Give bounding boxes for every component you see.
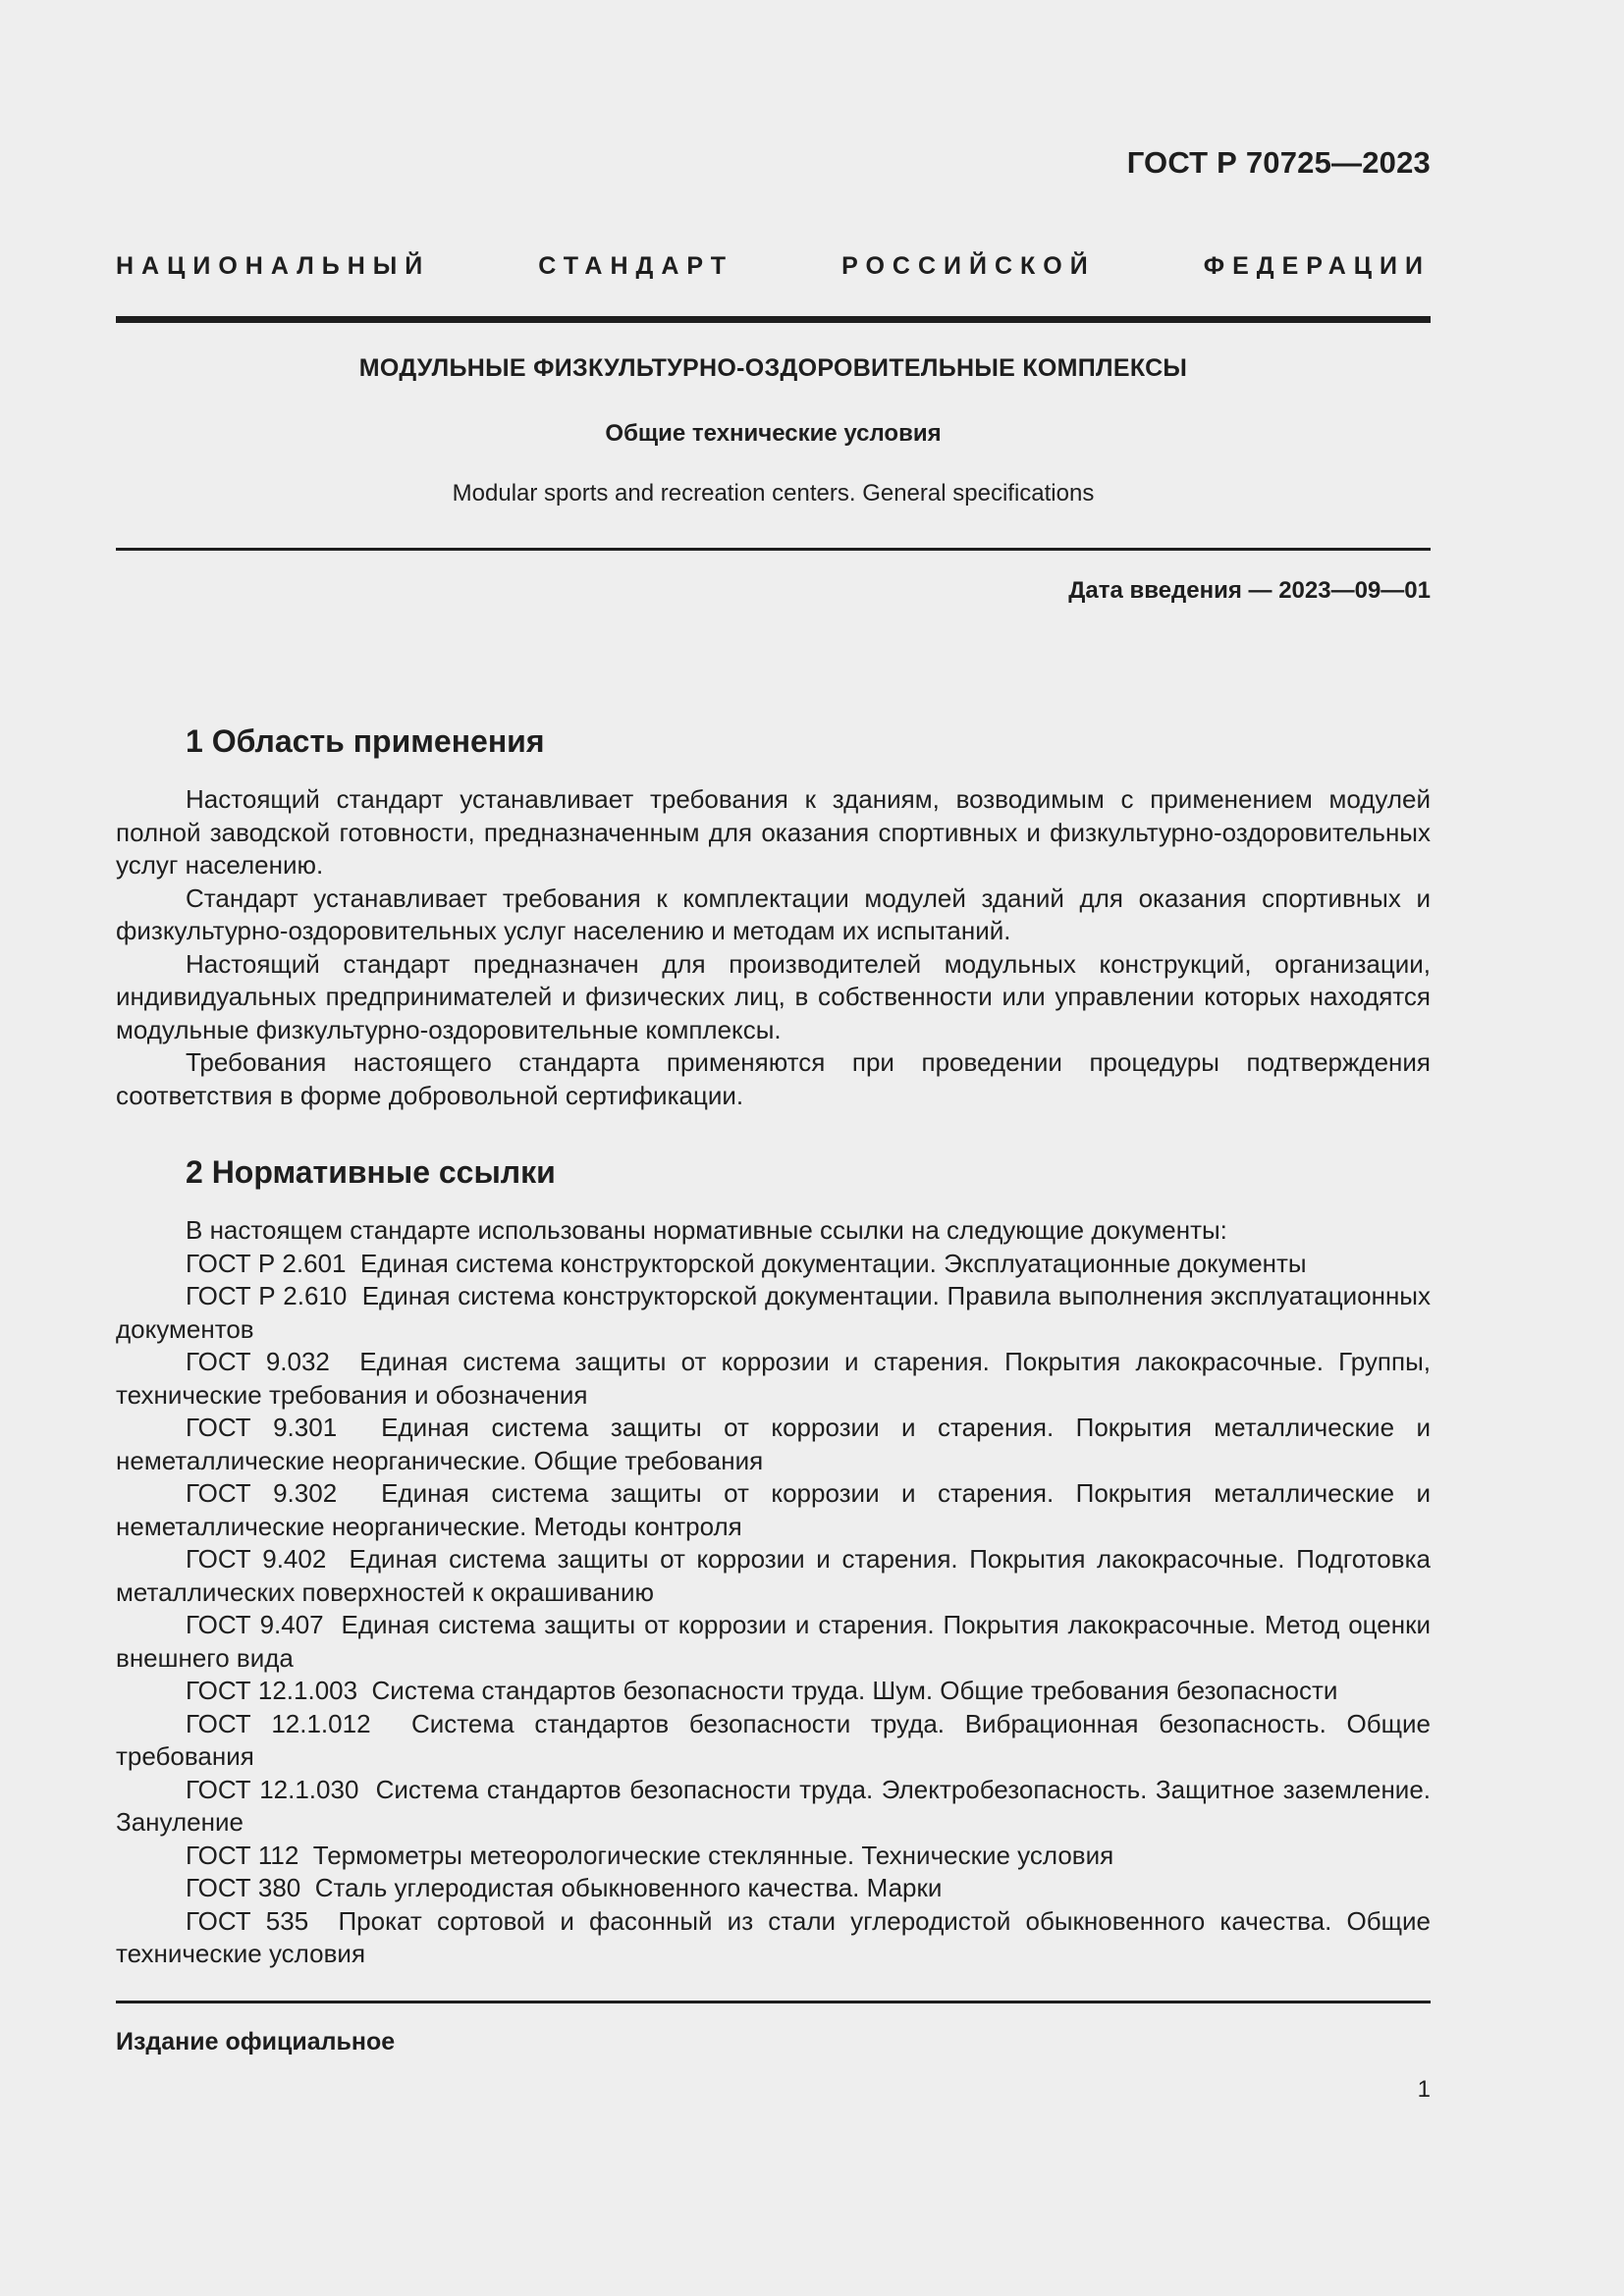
document-page (116, 0, 1431, 2296)
paragraph: Требования настоящего стандарта применяются при проведении процедуры подтверждения соответствия в форме добровольной сертификации. (116, 1047, 1431, 1110)
reference-title: Единая система защиты от коррозии и старения. Покрытия лакокрасочные. Метод оценки внешнего вида (116, 1610, 1431, 1673)
reference-code: ГОСТ Р 2.610 (186, 1281, 348, 1310)
section-scope (116, 721, 1431, 1112)
reference-title: Единая система защиты от коррозии и старения. Покрытия лакокрасочные. Группы, технические требования и обозначения (116, 1347, 1431, 1410)
reference-code: ГОСТ 12.1.030 (186, 1774, 359, 1804)
reference-title: Прокат сортовой и фасонный из стали углеродистой обыкновенного качества. Общие технические условия (116, 1905, 1431, 1968)
reference-item (116, 1840, 1431, 1873)
reference-item (116, 1248, 1431, 1281)
paragraph: Настоящий стандарт предназначен для производителей модульных конструкций, организации, индивидуальных предпринимателей и физических лиц, в собственности или управлении которых находятся модульные физкультурно-оздоровительные комплексы. (116, 948, 1431, 1044)
reference-title: Единая система конструкторской документации. Правила выполнения эксплуатационных документов (116, 1281, 1431, 1344)
reference-code: ГОСТ Р 2.601 (186, 1248, 347, 1278)
reference-item (116, 1675, 1431, 1708)
reference-code: ГОСТ 9.302 (186, 1478, 338, 1508)
reference-title: Система стандартов безопасности труда. Шум. Общие требования безопасности (371, 1676, 1338, 1705)
document-subtitle: Общие технические условия (605, 420, 942, 447)
reference-item (116, 1609, 1431, 1675)
reference-code: ГОСТ 112 (186, 1840, 299, 1870)
paragraph: Настоящий стандарт устанавливает требования к зданиям, возводимым с применением модулей полной заводской готовности, предназначенным для оказания спортивных и физкультурно-оздоровительных услуг населению. (116, 784, 1431, 880)
national-standard-heading: НАЦИОНАЛЬНЫЙ СТАНДАРТ РОССИЙСКОЙ ФЕДЕРАЦИИ (116, 252, 1431, 280)
reference-title: Система стандартов безопасности труда. Вибрационная безопасность. Общие требования (116, 1708, 1431, 1771)
reference-code: ГОСТ 9.301 (186, 1413, 338, 1442)
reference-item (116, 1543, 1431, 1609)
reference-title: Термометры метеорологические стеклянные. Технические условия (312, 1840, 1114, 1870)
document-number: ГОСТ Р 70725—2023 (1126, 145, 1431, 180)
reference-code: ГОСТ 9.402 (186, 1544, 327, 1574)
references-list (116, 1248, 1431, 1971)
reference-title: Единая система защиты от коррозии и старения. Покрытия металлические и неметаллические неорганические. Методы контроля (116, 1478, 1432, 1541)
english-title: Modular sports and recreation centers. General specifications (452, 480, 1095, 507)
official-edition-label: Издание официальное (116, 2028, 396, 2056)
reference-item (116, 1708, 1431, 1774)
section-normative-references (116, 1152, 1431, 1971)
reference-title: Единая система защиты от коррозии и старения. Покрытия металлические и неметаллические неорганические. Общие требования (116, 1413, 1432, 1475)
section-heading: 2 Нормативные ссылки (186, 1154, 556, 1190)
paragraph: В настоящем стандарте использованы нормативные ссылки на следующие документы: (186, 1215, 1227, 1245)
reference-item (116, 1280, 1431, 1346)
title-divider (116, 548, 1431, 551)
reference-item (116, 1412, 1431, 1477)
footer-divider (116, 2001, 1431, 2003)
document-title: МОДУЛЬНЫЕ ФИЗКУЛЬТУРНО-ОЗДОРОВИТЕЛЬНЫЕ КОМПЛЕКСЫ (358, 354, 1188, 382)
reference-code: ГОСТ 12.1.012 (186, 1708, 371, 1738)
section-heading: 1 Область применения (186, 723, 545, 759)
reference-item (116, 1872, 1431, 1905)
reference-item (116, 1346, 1431, 1412)
reference-title: Сталь углеродистая обыкновенного качества. Марки (314, 1873, 943, 1902)
reference-title: Единая система конструкторской документации. Эксплуатационные документы (359, 1248, 1307, 1278)
reference-code: ГОСТ 9.407 (186, 1610, 324, 1639)
reference-code: ГОСТ 380 (186, 1873, 301, 1902)
page-number: 1 (1417, 2076, 1431, 2103)
reference-item (116, 1905, 1431, 1971)
reference-title: Единая система защиты от коррозии и старения. Покрытия лакокрасочные. Подготовка металлических поверхностей к окрашиванию (116, 1544, 1431, 1607)
reference-title: Система стандартов безопасности труда. Электробезопасность. Защитное заземление. Зануление (116, 1774, 1432, 1837)
header-divider (116, 316, 1431, 323)
reference-item (116, 1774, 1431, 1840)
reference-code: ГОСТ 535 (186, 1905, 309, 1936)
reference-code: ГОСТ 9.032 (186, 1347, 330, 1376)
reference-item (116, 1477, 1431, 1543)
paragraph: Стандарт устанавливает требования к комплектации модулей зданий для оказания спортивных и физкультурно-оздоровительных услуг населению и методам их испытаний. (116, 882, 1431, 945)
effective-date: Дата введения — 2023—09—01 (1068, 577, 1431, 604)
reference-code: ГОСТ 12.1.003 (186, 1676, 358, 1705)
